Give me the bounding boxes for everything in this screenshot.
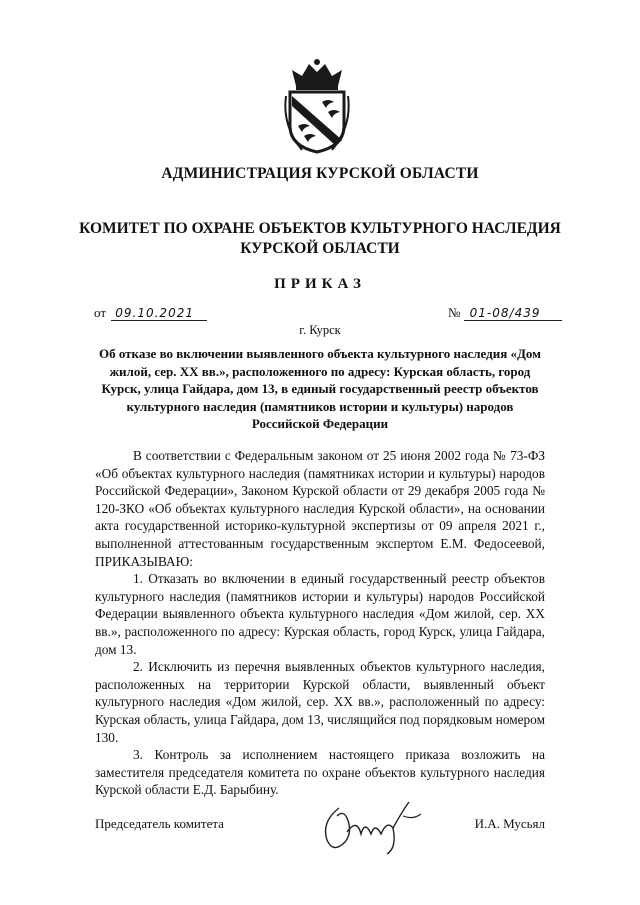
item-1-paragraph: 1. Отказать во включении в единый государственный реестр объектов культурного наследия (памятников истории и культуры) народов Российской Федерации выявленного объекта культурного наследия «Дом жилой, сер. XX вв.», расположенного по адресу: Курская область, город Курск, улица Гайдара, дом 13. <box>95 571 545 657</box>
date-value: 09.10.2021 <box>111 306 207 321</box>
preamble-paragraph: В соответствии с Федеральным законом от 25 июня 2002 года № 73-ФЗ «Об объектах культурного наследия (памятниках истории и культуры) народов Российской Федерации», Законом Курской области от 29 декабря 2005 года № 120-ЗКО «Об объектах культурного наследия Курской области», на основании акта государственной историко-культурной экспертизы от 09 апреля 2021 г., выполненной аттестованным государственным экспертом Е.М. Федосеевой, ПРИКАЗЫВАЮ: <box>95 448 545 569</box>
number-prefix: № <box>448 305 461 320</box>
number-value: 01-08/439 <box>464 306 562 321</box>
committee-heading <box>0 219 640 259</box>
date-prefix: от <box>94 305 107 320</box>
order-subject: Об отказе во включении выявленного объекта культурного наследия «Дом жилой, сер. XX вв.», расположенного по адресу: Курская область, город Курск, улица Гайдара, дом 13, в единый государственный реестр объектов культурного наследия (памятников истории и культуры) народов Российской Федерации <box>98 346 542 431</box>
order-date <box>94 305 207 321</box>
administration-heading: АДМИНИСТРАЦИЯ КУРСКОЙ ОБЛАСТИ <box>161 165 479 182</box>
signatory-name: И.А. Мусьял <box>474 816 545 831</box>
committee-heading-line1: КОМИТЕТ ПО ОХРАНЕ ОБЪЕКТОВ КУЛЬТУРНОГО НАСЛЕДИЯ <box>79 220 561 237</box>
kursk-coat-of-arms-icon <box>282 56 352 154</box>
item-3-paragraph: 3. Контроль за исполнением настоящего приказа возложить на заместителя председателя комитета по охране объектов культурного наследия Курской области Е.Д. Барыбину. <box>95 747 545 798</box>
signatory-title: Председатель комитета <box>95 816 224 831</box>
order-number <box>448 305 562 321</box>
handwritten-signature-icon <box>317 798 435 856</box>
document-type-heading: ПРИКАЗ <box>274 276 366 292</box>
city-line: г. Курск <box>299 323 341 337</box>
order-body <box>95 447 545 799</box>
committee-heading-line2: КУРСКОЙ ОБЛАСТИ <box>240 240 400 257</box>
item-2-paragraph: 2. Исключить из перечня выявленных объектов культурного наследия, расположенных на территории Курской области, выявленный объект культурного наследия «Дом жилой, сер. XX вв.», расположенный по адресу: Курская область, улица Гайдара, дом 13, числящийся под порядковым номером 130. <box>95 659 545 745</box>
